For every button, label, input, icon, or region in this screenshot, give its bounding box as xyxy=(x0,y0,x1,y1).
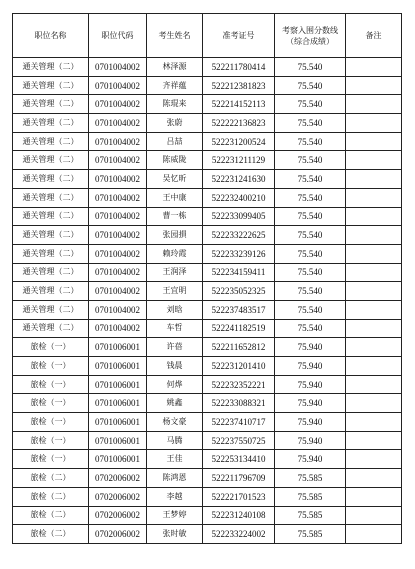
cell-remarks xyxy=(346,506,402,525)
cell-remarks xyxy=(346,469,402,488)
cell-score: 75.585 xyxy=(275,506,346,525)
cell-score: 75.540 xyxy=(275,244,346,263)
cell-position-name: 通关管理（二） xyxy=(13,207,89,226)
cell-position-code: 0701004002 xyxy=(89,76,147,95)
table-row xyxy=(13,357,402,376)
cell-exam-id: 522233224002 xyxy=(203,525,275,544)
cell-position-name: 通关管理（二） xyxy=(13,58,89,77)
cell-exam-id: 522233099405 xyxy=(203,207,275,226)
cell-remarks xyxy=(346,114,402,133)
cell-score: 75.540 xyxy=(275,151,346,170)
cell-remarks xyxy=(346,431,402,450)
cell-position-code: 0701004002 xyxy=(89,132,147,151)
cell-score: 75.940 xyxy=(275,375,346,394)
cell-candidate-name: 王佳 xyxy=(147,450,203,469)
cell-position-code: 0701004002 xyxy=(89,207,147,226)
cell-position-code: 0701004002 xyxy=(89,282,147,301)
cell-candidate-name: 陈威陇 xyxy=(147,151,203,170)
cell-exam-id: 522233222625 xyxy=(203,226,275,245)
cell-position-name: 通关管理（二） xyxy=(13,282,89,301)
cell-position-code: 0701004002 xyxy=(89,114,147,133)
cell-remarks xyxy=(346,282,402,301)
cell-score: 75.940 xyxy=(275,394,346,413)
cell-remarks xyxy=(346,170,402,189)
table-row xyxy=(13,114,402,133)
cell-score: 75.540 xyxy=(275,263,346,282)
cell-candidate-name: 李越 xyxy=(147,487,203,506)
table-row xyxy=(13,95,402,114)
cell-score: 75.585 xyxy=(275,469,346,488)
cell-position-code: 0701004002 xyxy=(89,263,147,282)
cell-candidate-name: 王宜明 xyxy=(147,282,203,301)
cell-position-name: 旅检（一） xyxy=(13,375,89,394)
table-row xyxy=(13,188,402,207)
table-body xyxy=(13,58,402,544)
table-row xyxy=(13,319,402,338)
table-row xyxy=(13,58,402,77)
cell-score: 75.540 xyxy=(275,282,346,301)
table-row xyxy=(13,263,402,282)
header-position-name: 职位名称 xyxy=(13,14,89,58)
table-row xyxy=(13,226,402,245)
cell-remarks xyxy=(346,76,402,95)
cell-position-code: 0701006001 xyxy=(89,413,147,432)
cell-score: 75.540 xyxy=(275,188,346,207)
cell-score: 75.540 xyxy=(275,95,346,114)
cell-position-name: 旅检（二） xyxy=(13,506,89,525)
cell-position-name: 通关管理（二） xyxy=(13,244,89,263)
cell-remarks xyxy=(346,487,402,506)
cell-position-name: 旅检（一） xyxy=(13,357,89,376)
cell-remarks xyxy=(346,525,402,544)
cell-remarks xyxy=(346,226,402,245)
cell-position-code: 0702006002 xyxy=(89,469,147,488)
cell-position-code: 0701006001 xyxy=(89,338,147,357)
cell-candidate-name: 车哲 xyxy=(147,319,203,338)
cell-position-code: 0701006001 xyxy=(89,431,147,450)
cell-position-code: 0701004002 xyxy=(89,170,147,189)
cell-candidate-name: 齐祥蕴 xyxy=(147,76,203,95)
table-row xyxy=(13,338,402,357)
cell-position-code: 0702006002 xyxy=(89,487,147,506)
table-row xyxy=(13,76,402,95)
cell-remarks xyxy=(346,375,402,394)
cell-candidate-name: 赖玲霞 xyxy=(147,244,203,263)
cell-exam-id: 522232400210 xyxy=(203,188,275,207)
cell-exam-id: 522214152113 xyxy=(203,95,275,114)
cell-position-code: 0701006001 xyxy=(89,375,147,394)
cell-position-name: 旅检（一） xyxy=(13,450,89,469)
cell-position-name: 通关管理（二） xyxy=(13,95,89,114)
cell-position-code: 0702006002 xyxy=(89,506,147,525)
table-row xyxy=(13,450,402,469)
cell-exam-id: 522212381823 xyxy=(203,76,275,95)
cell-position-code: 0701004002 xyxy=(89,226,147,245)
table-row xyxy=(13,244,402,263)
cell-exam-id: 522231200524 xyxy=(203,132,275,151)
cell-remarks xyxy=(346,132,402,151)
cell-candidate-name: 陈鸿恩 xyxy=(147,469,203,488)
cell-candidate-name: 吕喆 xyxy=(147,132,203,151)
header-score: 考察入围分数线（综合成绩） xyxy=(275,14,346,58)
cell-score: 75.540 xyxy=(275,114,346,133)
table-row xyxy=(13,282,402,301)
cell-position-name: 通关管理（二） xyxy=(13,263,89,282)
cell-candidate-name: 张蔚 xyxy=(147,114,203,133)
cell-candidate-name: 姚鑫 xyxy=(147,394,203,413)
cell-remarks xyxy=(346,207,402,226)
cell-exam-id: 522253134410 xyxy=(203,450,275,469)
table-row xyxy=(13,431,402,450)
header-exam-id: 准考证号 xyxy=(203,14,275,58)
cell-position-name: 通关管理（二） xyxy=(13,132,89,151)
table-row xyxy=(13,170,402,189)
cell-position-name: 旅检（二） xyxy=(13,469,89,488)
cell-candidate-name: 张时敏 xyxy=(147,525,203,544)
cell-position-code: 0701004002 xyxy=(89,188,147,207)
cell-score: 75.940 xyxy=(275,357,346,376)
cell-exam-id: 522241182519 xyxy=(203,319,275,338)
cell-exam-id: 522237410717 xyxy=(203,413,275,432)
cell-exam-id: 522233088321 xyxy=(203,394,275,413)
cell-candidate-name: 张园損 xyxy=(147,226,203,245)
cell-remarks xyxy=(346,151,402,170)
table-row xyxy=(13,207,402,226)
cell-candidate-name: 马腾 xyxy=(147,431,203,450)
cell-candidate-name: 王中康 xyxy=(147,188,203,207)
cell-score: 75.540 xyxy=(275,132,346,151)
table-row xyxy=(13,300,402,319)
cell-candidate-name: 刘晗 xyxy=(147,300,203,319)
cell-remarks xyxy=(346,413,402,432)
cell-exam-id: 522211780414 xyxy=(203,58,275,77)
cell-score: 75.540 xyxy=(275,226,346,245)
cell-exam-id: 522211652812 xyxy=(203,338,275,357)
cell-position-name: 通关管理（二） xyxy=(13,226,89,245)
cell-exam-id: 522222136823 xyxy=(203,114,275,133)
cell-remarks xyxy=(346,394,402,413)
header-remarks: 备注 xyxy=(346,14,402,58)
cell-exam-id: 522211796709 xyxy=(203,469,275,488)
cell-remarks xyxy=(346,300,402,319)
cell-candidate-name: 何烨 xyxy=(147,375,203,394)
cell-remarks xyxy=(346,319,402,338)
cell-candidate-name: 曹一栋 xyxy=(147,207,203,226)
cell-remarks xyxy=(346,58,402,77)
cell-position-name: 通关管理（二） xyxy=(13,188,89,207)
cell-score: 75.540 xyxy=(275,170,346,189)
cell-position-name: 通关管理（二） xyxy=(13,151,89,170)
cell-position-name: 通关管理（二） xyxy=(13,170,89,189)
cell-position-code: 0701004002 xyxy=(89,151,147,170)
cell-exam-id: 522235052325 xyxy=(203,282,275,301)
header-candidate-name: 考生姓名 xyxy=(147,14,203,58)
cell-remarks xyxy=(346,338,402,357)
cell-position-name: 旅检（一） xyxy=(13,431,89,450)
cell-score: 75.540 xyxy=(275,319,346,338)
table-row xyxy=(13,375,402,394)
cell-exam-id: 522237483517 xyxy=(203,300,275,319)
cell-position-name: 旅检（一） xyxy=(13,338,89,357)
cell-remarks xyxy=(346,357,402,376)
cell-candidate-name: 吴忆昕 xyxy=(147,170,203,189)
cell-score: 75.940 xyxy=(275,413,346,432)
cell-remarks xyxy=(346,450,402,469)
cell-exam-id: 522231201410 xyxy=(203,357,275,376)
cell-remarks xyxy=(346,188,402,207)
cell-position-name: 旅检（一） xyxy=(13,413,89,432)
cell-remarks xyxy=(346,244,402,263)
header-position-code: 职位代码 xyxy=(89,14,147,58)
cell-exam-id: 522231240108 xyxy=(203,506,275,525)
cell-candidate-name: 王梦婷 xyxy=(147,506,203,525)
cell-position-name: 通关管理（二） xyxy=(13,319,89,338)
cell-position-name: 通关管理（二） xyxy=(13,76,89,95)
cell-score: 75.940 xyxy=(275,338,346,357)
cell-position-code: 0701004002 xyxy=(89,300,147,319)
cell-exam-id: 522232352221 xyxy=(203,375,275,394)
cell-score: 75.585 xyxy=(275,525,346,544)
cell-position-code: 0701004002 xyxy=(89,319,147,338)
cell-position-name: 通关管理（二） xyxy=(13,300,89,319)
cell-exam-id: 522237550725 xyxy=(203,431,275,450)
cell-score: 75.540 xyxy=(275,58,346,77)
table-header-row xyxy=(13,14,402,58)
table-row xyxy=(13,506,402,525)
cell-score: 75.940 xyxy=(275,450,346,469)
cell-score: 75.540 xyxy=(275,300,346,319)
cell-candidate-name: 王润泽 xyxy=(147,263,203,282)
cell-position-name: 通关管理（二） xyxy=(13,114,89,133)
cell-position-code: 0701004002 xyxy=(89,58,147,77)
cell-score: 75.540 xyxy=(275,76,346,95)
cell-position-code: 0701004002 xyxy=(89,244,147,263)
cell-exam-id: 522231241630 xyxy=(203,170,275,189)
cell-score: 75.940 xyxy=(275,431,346,450)
table-row xyxy=(13,469,402,488)
cell-position-code: 0701004002 xyxy=(89,95,147,114)
cell-exam-id: 522233239126 xyxy=(203,244,275,263)
cell-candidate-name: 许蓓 xyxy=(147,338,203,357)
cell-position-name: 旅检（二） xyxy=(13,525,89,544)
cell-candidate-name: 林泽源 xyxy=(147,58,203,77)
cell-position-code: 0701006001 xyxy=(89,357,147,376)
cell-score: 75.585 xyxy=(275,487,346,506)
cell-position-name: 旅检（一） xyxy=(13,394,89,413)
table-row xyxy=(13,151,402,170)
table-row xyxy=(13,413,402,432)
candidate-table xyxy=(12,13,402,544)
table-row xyxy=(13,487,402,506)
cell-position-code: 0701006001 xyxy=(89,450,147,469)
cell-exam-id: 522221701523 xyxy=(203,487,275,506)
cell-position-code: 0702006002 xyxy=(89,525,147,544)
cell-candidate-name: 钱晨 xyxy=(147,357,203,376)
cell-candidate-name: 陈琨来 xyxy=(147,95,203,114)
cell-remarks xyxy=(346,263,402,282)
cell-remarks xyxy=(346,95,402,114)
cell-candidate-name: 杨文豪 xyxy=(147,413,203,432)
cell-position-name: 旅检（二） xyxy=(13,487,89,506)
cell-exam-id: 522234159411 xyxy=(203,263,275,282)
cell-position-code: 0701006001 xyxy=(89,394,147,413)
table-row xyxy=(13,132,402,151)
table-row xyxy=(13,394,402,413)
table-row xyxy=(13,525,402,544)
cell-score: 75.540 xyxy=(275,207,346,226)
cell-exam-id: 522231211129 xyxy=(203,151,275,170)
